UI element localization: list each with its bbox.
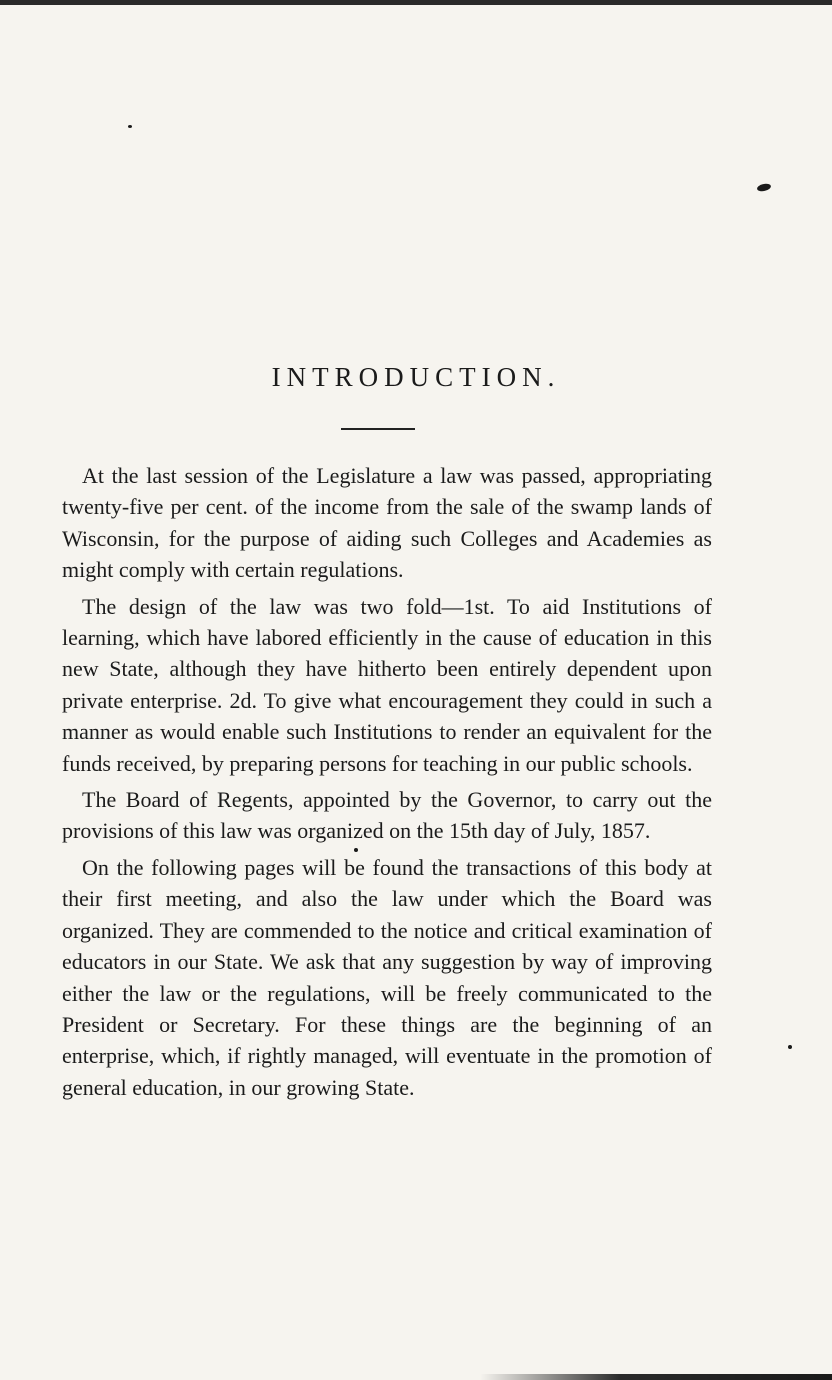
ink-speck	[128, 125, 132, 128]
paragraph: The Board of Regents, appointed by the Governor, to carry out the provisions of this law was organized on the 15th day of July, 1857.	[62, 787, 712, 844]
paragraph: At the last session of the Legislature a law was passed, appropriating twenty-five per cent. of the income from the sale of the swamp lands of Wisconsin, for the purpose of aiding such Colleges and Academies as might comply with certain regulations.	[62, 463, 712, 583]
title-divider	[341, 428, 415, 430]
body-text	[62, 460, 712, 1108]
ink-speck	[788, 1045, 792, 1049]
page-title: INTRODUCTION.	[271, 362, 561, 392]
scan-edge-bottom	[480, 1374, 832, 1380]
paragraph: On the following pages will be found the transactions of this body at their first meeting, and also the law under which the Board was organized. They are commended to the notice and critical examination of educators in our State. We ask that any suggestion by way of improving either the law or the regulations, will be freely communicated to the President or Secretary. For these things are the beginning of an enterprise, which, if rightly managed, will eventuate in the promotion of general education, in our growing State.	[62, 854, 712, 1100]
paragraph: The design of the law was two fold—1st. To aid Institutions of learning, which have labored efficiently in the cause of education in this new State, although they have hitherto been entirely dependent upon private enterprise. 2d. To give what encouragement they could in such a manner as would enable such Institutions to render an equivalent for the funds received, by preparing persons for teaching in our public schools.	[62, 593, 712, 776]
ink-speck	[756, 183, 771, 193]
scan-edge-top	[0, 0, 832, 5]
